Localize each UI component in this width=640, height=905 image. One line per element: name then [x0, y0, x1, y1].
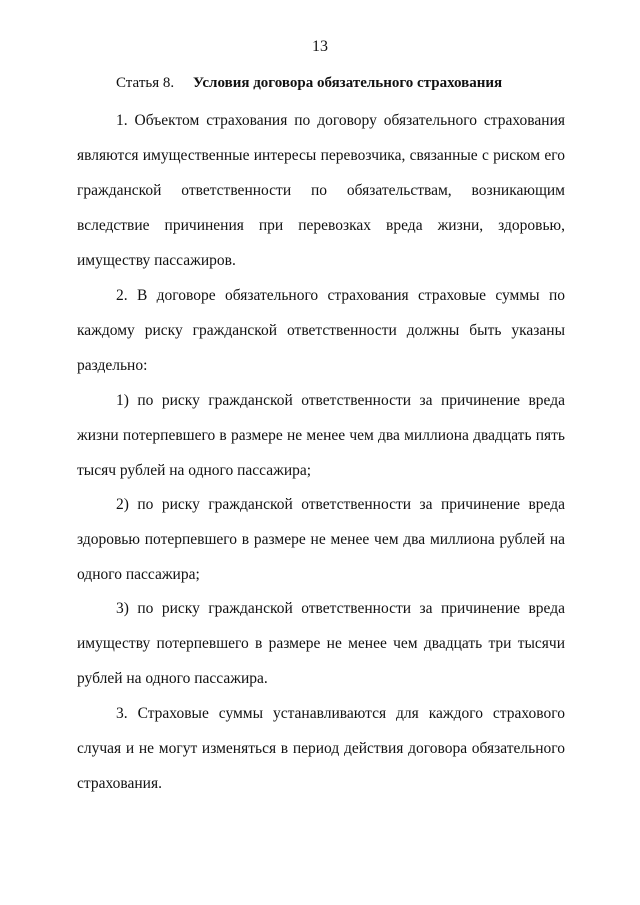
list-item-life-risk: 1) по риску гражданской ответственности за причинение вреда жизни потерпевшего в размере не менее чем два миллиона двадцать пять тысяч рублей на одного пассажира;	[77, 392, 565, 479]
page-number: 13	[312, 38, 328, 55]
list-item-property-risk: 3) по риску гражданской ответственности за причинение вреда имуществу потерпевшего в размере не менее чем двадцать три тысячи рублей на одного пассажира.	[77, 600, 565, 687]
paragraph-sums-per-case: 3. Страховые суммы устанавливаются для каждого страхового случая и не могут изменяться в период действия договора обязательного страхования.	[77, 705, 565, 792]
paragraph-insured-sums: 2. В договоре обязательного страхования страховые суммы по каждому риску гражданской ответственности должны быть указаны раздельно:	[77, 287, 565, 374]
list-item-health-risk: 2) по риску гражданской ответственности за причинение вреда здоровью потерпевшего в размере не менее чем два миллиона рублей на одного пассажира;	[77, 496, 565, 583]
article-label: Статья 8.	[116, 75, 175, 91]
article-title: Условия договора обязательного страхования	[193, 75, 503, 91]
paragraph-object-of-insurance: 1. Объектом страхования по договору обязательного страхования являются имущественные интересы перевозчика, связанные с риском его гражданской ответственности по обязательствам, возникающим вследствие причинения при перевозках вреда жизни, здоровью, имуществу пассажиров.	[77, 112, 565, 269]
article-heading	[116, 75, 502, 92]
